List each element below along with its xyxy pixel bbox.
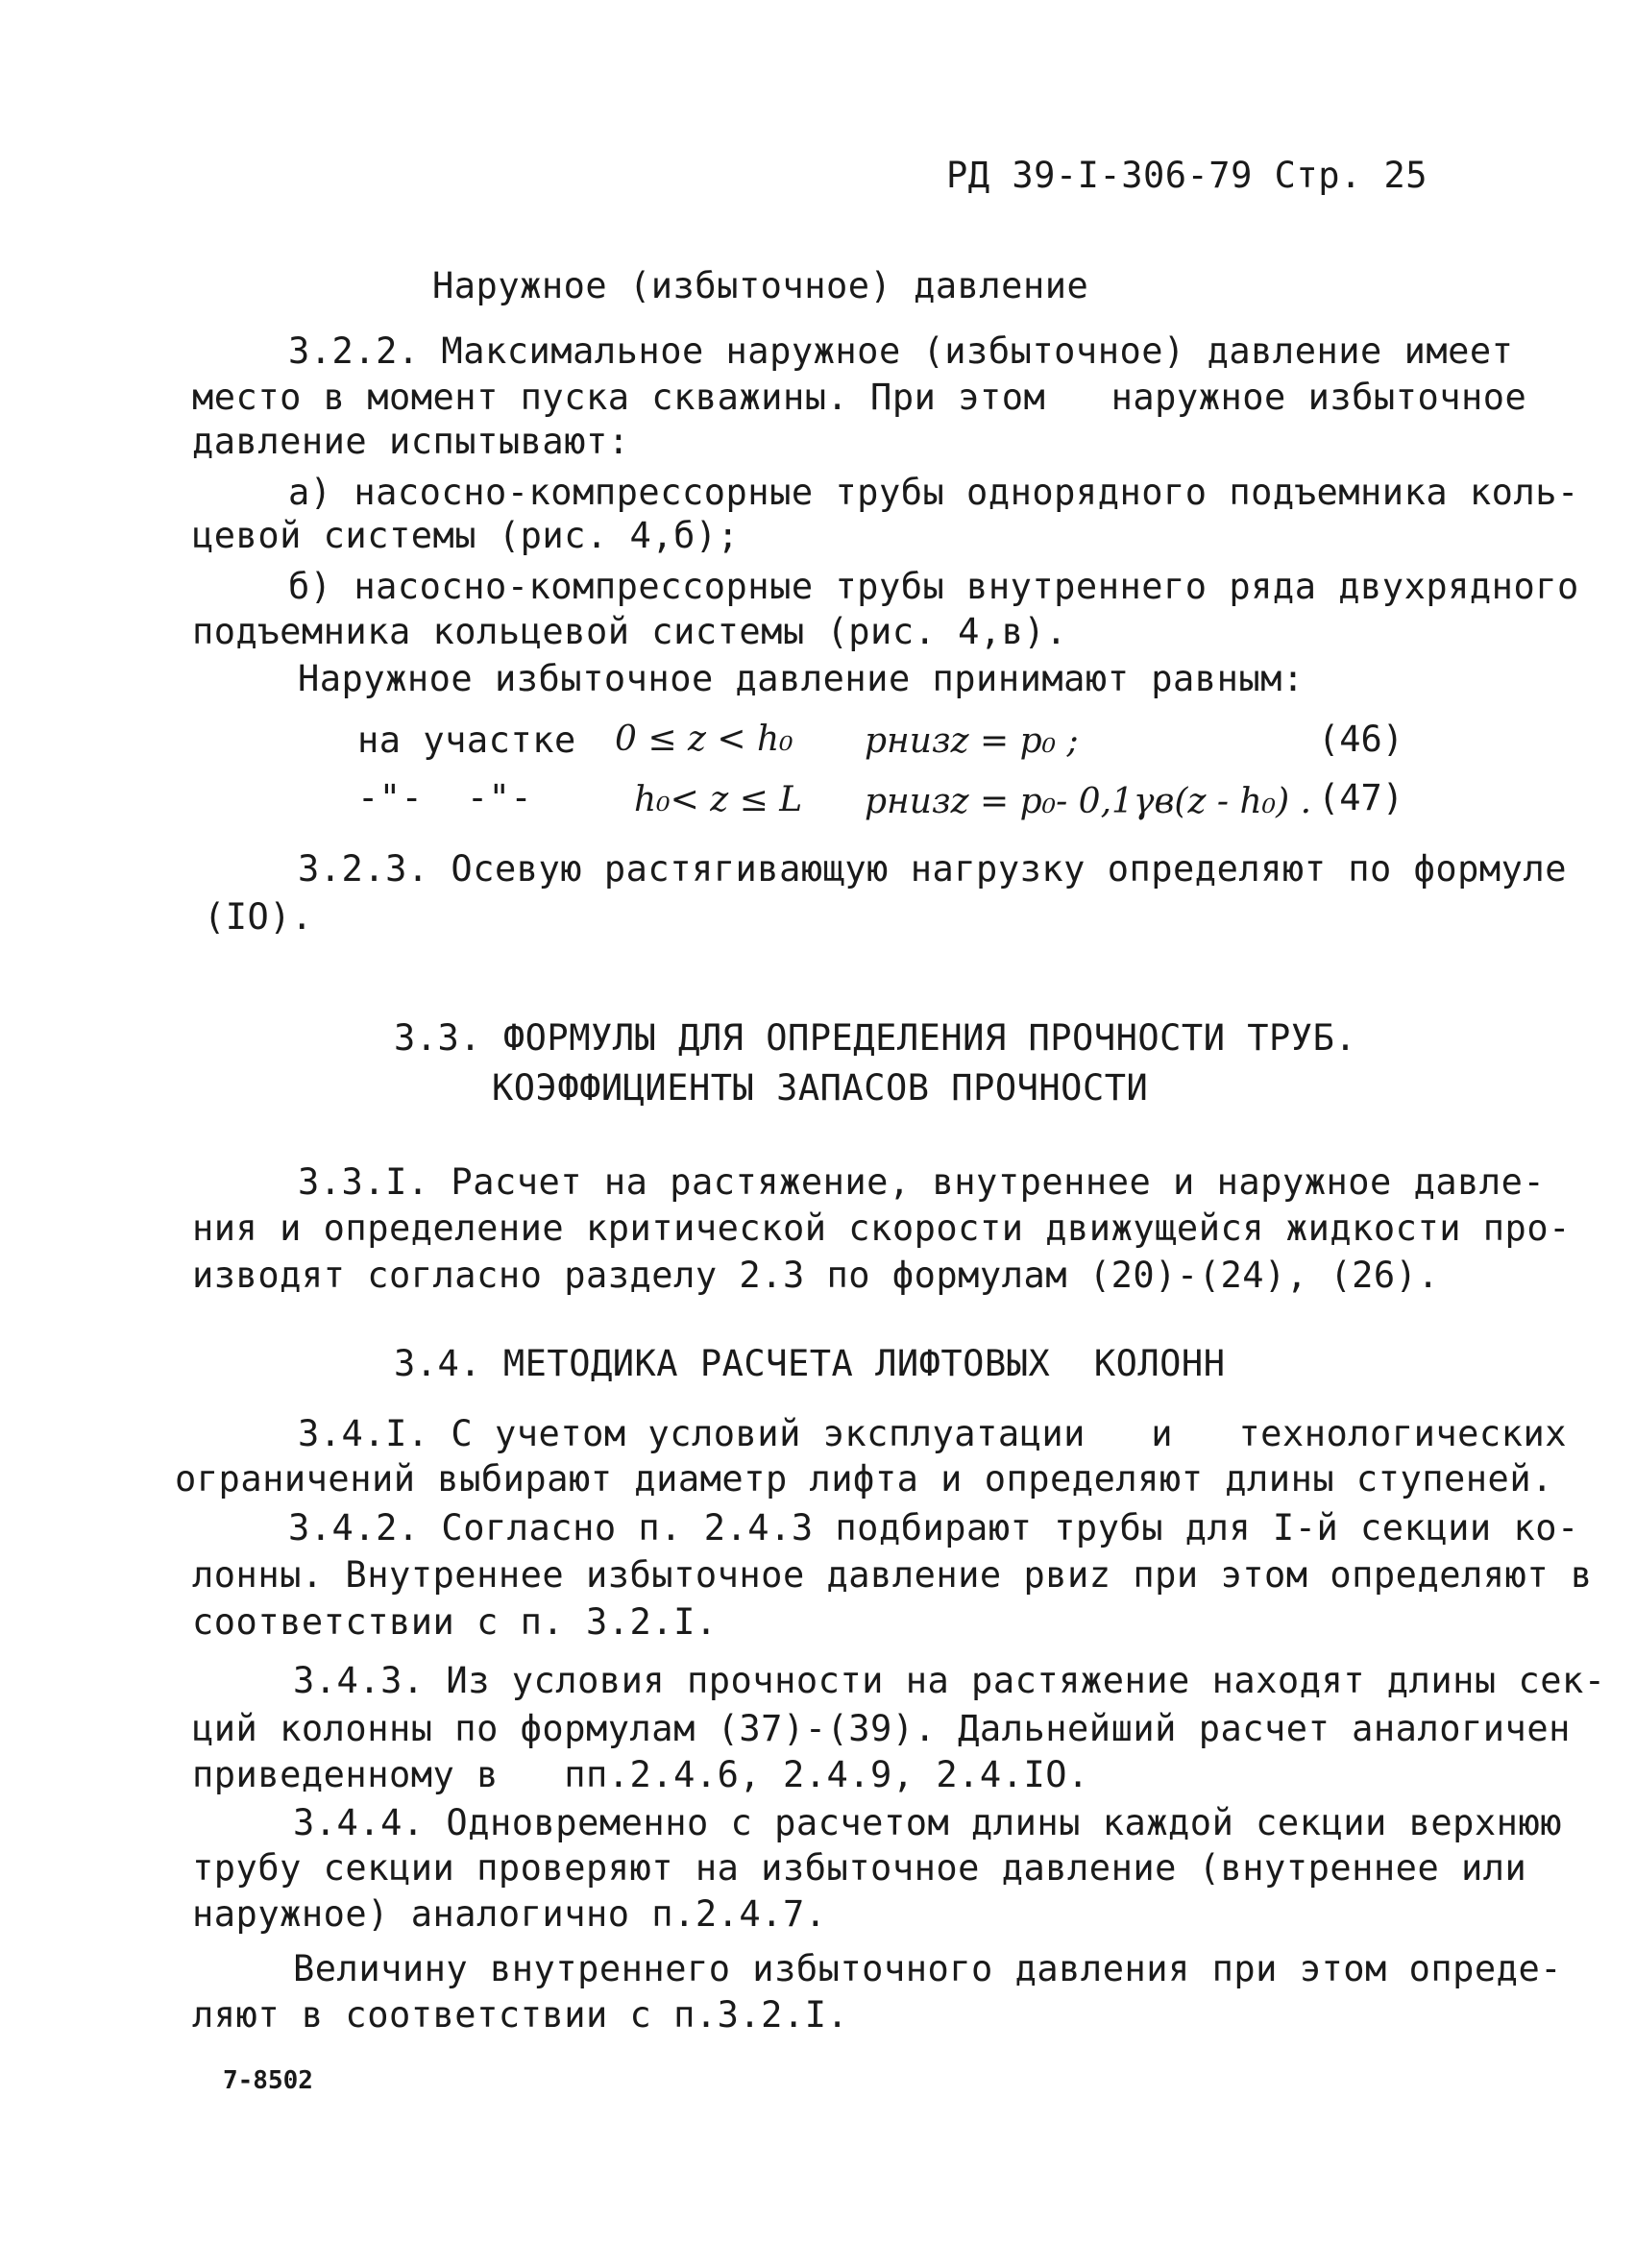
- section-heading: КОЭФФИЦИЕНТЫ ЗАПАСОВ ПРОЧНОСТИ: [492, 1067, 1149, 1109]
- paragraph-line: 3.2.3. Осевую растягивающую нагрузку определяют по формуле: [298, 848, 1568, 890]
- paragraph-line: Величину внутреннего избыточного давления при этом опреде-: [293, 1948, 1563, 1989]
- paragraph-line: изводят согласно разделу 2.3 по формулам (20)-(24), (26).: [192, 1255, 1440, 1296]
- paragraph-line: ограничений выбирают диаметр лифта и определяют длины ступеней.: [175, 1458, 1553, 1500]
- paragraph-line: наружное) аналогично п.2.4.7.: [192, 1893, 827, 1935]
- paragraph-line: место в момент пуска скважины. При этом наружное избыточное: [192, 377, 1527, 418]
- paragraph-line: (IO).: [204, 896, 313, 938]
- list-item-line: подъемника кольцевой системы (рис. 4,в).: [192, 611, 1068, 652]
- paragraph-line: 3.4.2. Согласно п. 2.4.3 подбирают трубы для I-й секции ко-: [288, 1507, 1579, 1549]
- list-item-line: цевой системы (рис. 4,б);: [192, 515, 740, 556]
- subsection-title: Наружное (избыточное) давление: [432, 265, 1089, 306]
- paragraph-line: ций колонны по формулам (37)-(39). Дальнейший расчет аналогичен: [192, 1708, 1571, 1749]
- paragraph-line: соответствии с п. 3.2.I.: [192, 1601, 718, 1643]
- list-item-line: б) насосно-компрессорные трубы внутреннего ряда двухрядного: [288, 566, 1579, 607]
- equation-number: (47): [1318, 777, 1404, 818]
- formula-range: 0 ≤ z < h₀: [615, 719, 793, 759]
- list-item-line: а) насосно-компрессорные трубы однорядного подъемника коль-: [288, 472, 1579, 513]
- paragraph-line: 3.3.I. Расчет на растяжение, внутреннее и наружное давле-: [298, 1161, 1546, 1203]
- page-header: РД 39-I-306-79 Стр. 25: [946, 155, 1428, 196]
- paragraph-line: приведенному в пп.2.4.6, 2.4.9, 2.4.IO.: [192, 1754, 1089, 1795]
- paragraph-line: 3.4.I. С учетом условий эксплуатации и технологических: [298, 1413, 1568, 1454]
- equation-number: (46): [1318, 719, 1404, 760]
- paragraph-line: лонны. Внутреннее избыточное давление рвиz при этом определяют в: [192, 1554, 1593, 1596]
- paragraph-line: Наружное избыточное давление принимают равным:: [298, 658, 1305, 699]
- formula-label: -"- -"-: [357, 777, 533, 818]
- formula-expression: pнизz = p₀- 0,1γв(z - h₀) .: [865, 782, 1312, 821]
- paragraph-line: 3.2.2. Максимальное наружное (избыточное) давление имеет: [288, 330, 1514, 372]
- formula-range: h₀< z ≤ L: [634, 780, 803, 819]
- paragraph-line: трубу секции проверяют на избыточное давление (внутреннее или: [192, 1847, 1527, 1889]
- paragraph-line: 3.4.4. Одновременно с расчетом длины каждой секции верхнюю: [293, 1802, 1563, 1843]
- print-code: 7-8502: [223, 2066, 313, 2095]
- section-heading: 3.3. ФОРМУЛЫ ДЛЯ ОПРЕДЕЛЕНИЯ ПРОЧНОСТИ ТРУБ.: [394, 1017, 1357, 1059]
- paragraph-line: давление испытывают:: [192, 421, 630, 462]
- section-heading: 3.4. МЕТОДИКА РАСЧЕТА ЛИФТОВЫХ КОЛОНН: [394, 1343, 1226, 1384]
- formula-label: на участке: [357, 719, 576, 761]
- formula-expression: pнизz = p₀ ;: [865, 721, 1079, 761]
- paragraph-line: 3.4.3. Из условия прочности на растяжение находят длины сек-: [293, 1660, 1606, 1701]
- paragraph-line: ляют в соответствии с п.3.2.I.: [192, 1994, 849, 2036]
- paragraph-line: ния и определение критической скорости движущейся жидкости про-: [192, 1207, 1571, 1249]
